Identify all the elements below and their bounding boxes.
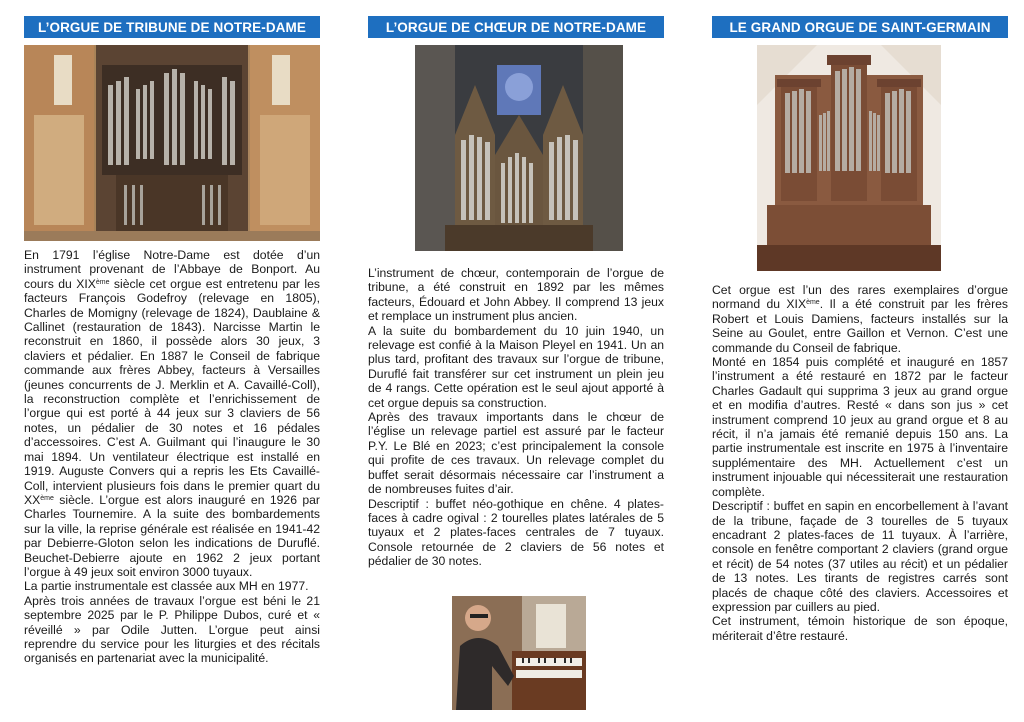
paragraph: L’instrument de chœur, contemporain de l’orgue de tribune, a été construit en 1892 par les mêmes facteurs, Édouard et John Abbey. Il comprend 13 jeux et remplace un instrument plus ancien. xyxy=(368,266,664,324)
paragraph: La partie instrumentale est classée aux MH en 1977. xyxy=(24,579,309,594)
paragraph: A la suite du bombardement du 10 juin 1940, un relevage est confié à la Maison Pleyel en 1941. Un an plus tard, profitant des travaux sur l’orgue de tribune, Duruflé fait transférer sur cet instrument un plein jeu de 4 rangs. Cette opération est le seul ajout apporté à cet orgue depuis sa construction. xyxy=(368,323,664,410)
section-body xyxy=(24,248,320,666)
paragraph: Après trois années de travaux l’orgue est béni le 21 septembre 2025 par le P. Philippe Dubos, curé et « réveillé » par Odile Jutten. L’orgue peut ainsi reprendre du service pour les liturgies et des récitals organisés en partenariat avec la municipalité. xyxy=(24,593,320,666)
paragraph: Descriptif : buffet en sapin en encorbellement à l’avant de la tribune, façade de 3 tourelles de 5 tuyaux encadrant 2 plates-faces de 11 tuyaux. À l’arrière, console en fenêtre comportant 2 claviers (grand orgue et récit) de 54 notes (37 utiles au récit) et un pédalier de 13 notes. Les tirants de registres carrés sont placés de chaque côté des claviers. Accessoires et expression par cuillers au pied. xyxy=(712,499,1008,614)
paragraph: Monté en 1854 puis complété et inauguré en 1857 l’instrument a été restauré en 1872 par le facteur Charles Gadault qui supprima 3 jeux au grand orgue et en modifia d’autres. Resté « dans son jus » cet instrument comprend 10 jeux au grand orgue et 8 au récit, il n’a jamais été remanié depuis 150 ans. La partie instrumentale est inscrite en 1975 à l’inventaire supplémentaire des MH. Actuellement c’est un instrument injouable qui nécessiterait une restauration complète. xyxy=(712,355,1008,499)
organ-tribune-photo xyxy=(24,45,320,241)
section-body xyxy=(368,266,664,569)
paragraph: Descriptif : buffet néo-gothique en chêne. 4 plates-faces à cadre ogival : 2 tourelles plates latérales de 5 tuyaux et 2 plates-faces centrales de 7 tuyaux. Console retournée de 2 claviers de 56 notes et pédalier de 30 notes. xyxy=(368,496,664,569)
paragraph: En 1791 l’église Notre-Dame est dotée d’un instrument provenant de l’Abbaye de Bonport. Au cours du XIXème siècle cet orgue est entretenu par les facteurs François Godefroy (relevage en 1805), Charles de Momigny (relevage de 1824), Daublaine & Callinet (restauration de 1843). Narcisse Martin le reconstruit en 1860, il possède alors 30 jeux, 3 claviers et pédalier. En 1887 le Conseil de fabrique commande aux frères Abbey, facteurs à Versailles (jeunes concurrents de J. Merklin et A. Cavaillé-Coll), la reconstruction complète et l’enrichissement de l’orgue qui est porté à 44 jeux sur 3 claviers de 56 notes, un pédalier de 30 notes et 16 pédales d’accessoires. C’est A. Guilmant qui l’inaugure le 30 mai 1894. Un ventilateur électrique est installé en 1919. Auguste Convers qui a repris les Ets Cavaillé-Coll, intervient plusieurs fois dans le premier quart du XXème siècle. L’orgue est alors inauguré en 1926 par Charles Tournemire. A la suite des bombardements sur la ville, la reprise générale est réalisée en 1941-42 par Debierre-Gloton selon les indications de Duruflé. Beuchet-Debierre ajoute en 1962 2 jeux portant l’orgue à 49 jeux soit environ 3000 tuyaux. xyxy=(24,248,320,579)
section-title: L’ORGUE DE CHŒUR DE NOTRE-DAME xyxy=(368,16,664,38)
section-body xyxy=(712,283,1008,643)
organ-choir-photo xyxy=(415,45,623,251)
paragraph: Cet orgue est l’un des rares exemplaires d’orgue normand du XIXème. Il a été construit par les frères Robert et Louis Damiens, facteurs installés sur la Seine au Goulet, entre Gaillon et Vernon. C’est une commande du Conseil de fabrique. xyxy=(712,283,1009,355)
section-title: L’ORGUE DE TRIBUNE DE NOTRE-DAME xyxy=(24,16,320,38)
paragraph: Après des travaux importants dans le chœur de l’église un relevage partiel est assuré par le facteur P.Y. Le Blé en 2023; c’est principalement la console qui profite de ces travaux. Un relevage complet du buffet serait désormais nécessaire car l’instrument a de nombreuses fuites d’air. xyxy=(368,410,664,497)
paragraph: Cet instrument, témoin historique de son époque, mériterait d’être restauré. xyxy=(712,614,1008,643)
organ-saint-germain-photo xyxy=(757,45,941,271)
organist-photo xyxy=(452,596,586,710)
section-title: LE GRAND ORGUE DE SAINT-GERMAIN xyxy=(712,16,1008,38)
